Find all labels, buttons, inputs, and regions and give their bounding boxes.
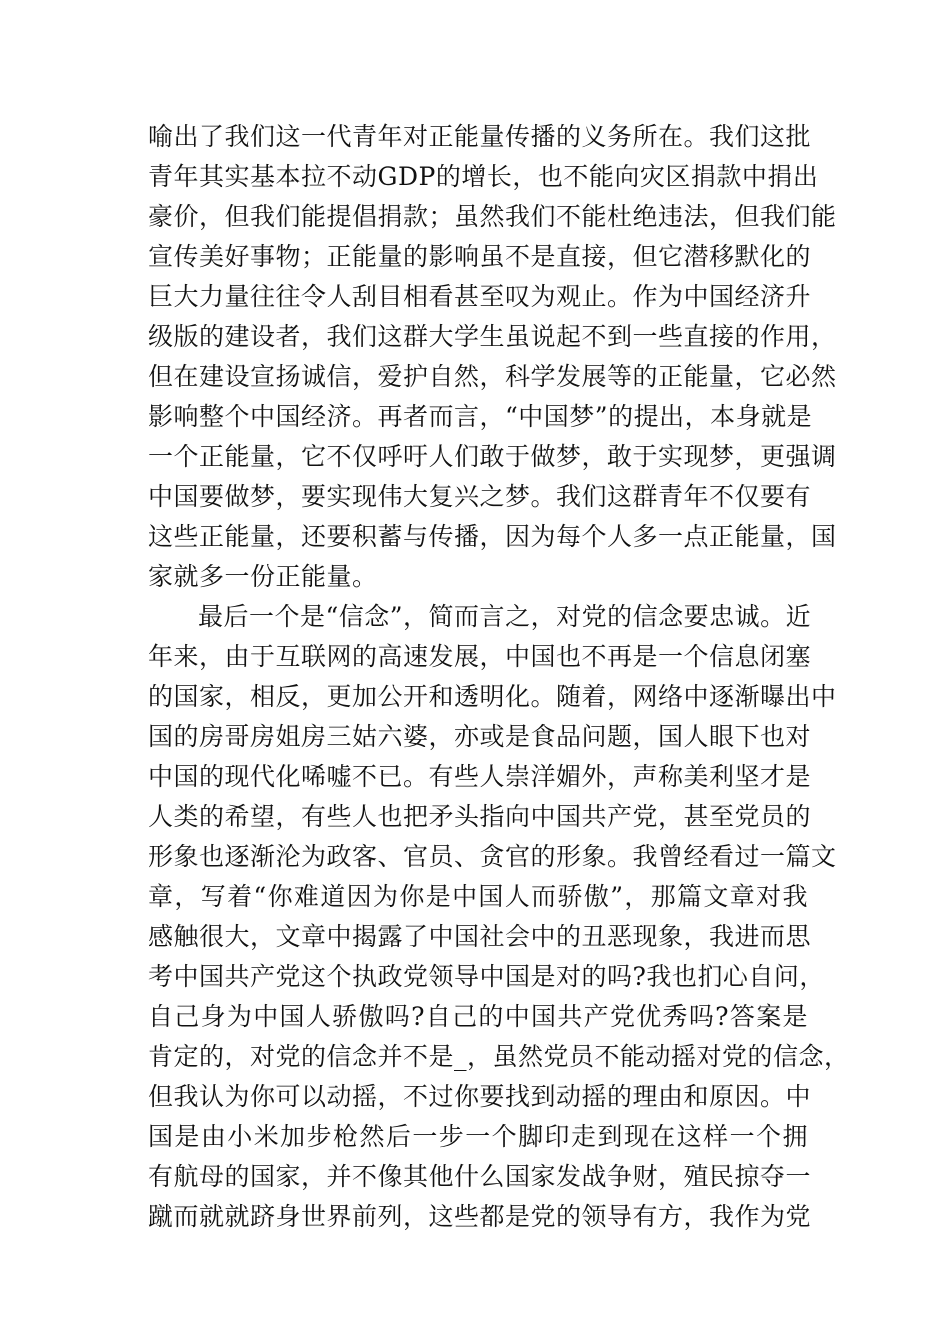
text-line: 蹴而就就跻身世界前列，这些都是党的领导有方，我作为党 — [148, 1202, 812, 1231]
text-line: 中国要做梦，要实现伟大复兴之梦。我们这群青年不仅要有 — [148, 482, 812, 511]
text-line: 喻出了我们这一代青年对正能量传播的义务所在。我们这批 — [148, 122, 812, 151]
text-line: 国的房哥房姐房三姑六婆，亦或是食品问题，国人眼下也对 — [148, 722, 812, 751]
text-line: 但我认为你可以动摇，不过你要找到动摇的理由和原因。中 — [148, 1082, 812, 1111]
text-line: 但在建设宣扬诚信，爱护自然，科学发展等的正能量，它必然 — [148, 362, 837, 391]
text-line: 中国的现代化唏嘘不已。有些人崇洋媚外，声称美利坚才是 — [148, 762, 812, 791]
paragraph-start-line: 最后一个是“信念”，简而言之，对党的信念要忠诚。近 — [198, 602, 812, 631]
text-line: 豪价，但我们能提倡捐款；虽然我们不能杜绝违法，但我们能 — [148, 202, 837, 231]
text-line: 国是由小米加步枪然后一步一个脚印走到现在这样一个拥 — [148, 1122, 808, 1151]
text-line: 人类的希望，有些人也把矛头指向中国共产党，甚至党员的 — [148, 802, 812, 831]
text-line: 自己身为中国人骄傲吗?自己的中国共产党优秀吗?答案是 — [148, 1002, 808, 1031]
text-line: 一个正能量，它不仅呼吁人们敢于做梦，敢于实现梦，更强调 — [148, 442, 837, 471]
text-line: 青年其实基本拉不动GDP的增长，也不能向灾区捐款中捐出 — [148, 162, 819, 191]
text-line: 有航母的国家，并不像其他什么国家发战争财，殖民掠夺一 — [148, 1162, 812, 1191]
text-line: 年来，由于互联网的高速发展，中国也不再是一个信息闭塞 — [148, 642, 812, 671]
text-line: 章，写着“你难道因为你是中国人而骄傲”，那篇文章对我 — [148, 882, 808, 911]
text-line: 形象也逐渐沦为政客、官员、贪官的形象。我曾经看过一篇文 — [148, 842, 837, 871]
text-line: 影响整个中国经济。再者而言，“中国梦”的提出，本身就是 — [148, 402, 813, 431]
text-line: 这些正能量，还要积蓄与传播，因为每个人多一点正能量，国 — [148, 522, 837, 551]
body-text — [148, 117, 850, 1237]
text-line: 宣传美好事物；正能量的影响虽不是直接，但它潜移默化的 — [148, 242, 812, 271]
text-line: 感触很大，文章中揭露了中国社会中的丑恶现象，我进而思 — [148, 922, 812, 951]
text-line: 巨大力量往往令人刮目相看甚至叹为观止。作为中国经济升 — [148, 282, 812, 311]
text-line: 肯定的，对党的信念并不是_，虽然党员不能动摇对党的信念， — [148, 1042, 850, 1071]
paragraph-end-line: 家就多一份正能量。 — [148, 562, 378, 591]
text-line: 的国家，相反，更加公开和透明化。随着，网络中逐渐曝出中 — [148, 682, 837, 711]
text-line: 考中国共产党这个执政党领导中国是对的吗?我也扪心自问， — [148, 962, 825, 991]
text-line: 级版的建设者，我们这群大学生虽说起不到一些直接的作用， — [148, 322, 837, 351]
